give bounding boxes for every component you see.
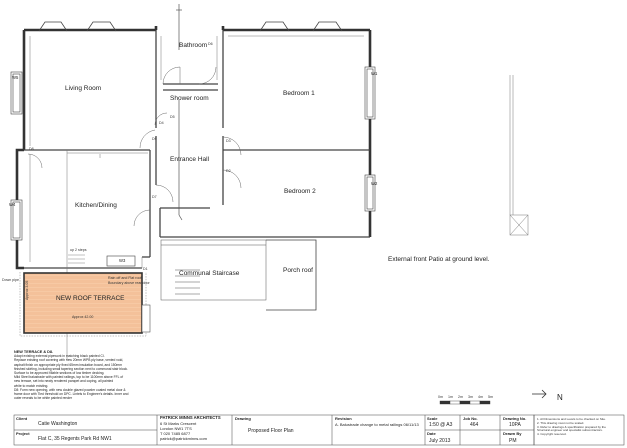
architect-name: PATRICK MINNS ARCHITECTS [160, 415, 221, 420]
drawn-by-label: Drawn By [503, 431, 522, 436]
architect-city: London NW1 7TS [160, 426, 192, 431]
side-note: 1. All Dimensions and Levels to be checked on Site. [537, 417, 606, 421]
revision-label: Revision [335, 416, 352, 421]
client-name: Catie Washington [38, 421, 78, 427]
drawing-title: Proposed Floor Plan [248, 428, 294, 434]
notes-line: asphalt finish on appropriate ply fixed 65mm insulation board, and 150mm [14, 362, 122, 367]
north-label: N [557, 393, 563, 402]
side-note: 3. Refer to drawings & specification prepared by the [537, 424, 606, 429]
tag-d1: D1 [143, 267, 148, 271]
tag-d8: D8 [29, 147, 34, 151]
architect-address: 6 St Marks Crescent [160, 421, 197, 426]
drawing-label: Drawing [235, 416, 251, 421]
scale-bar-label: 5m [488, 395, 493, 399]
notes-line: D8: Form new opening, with new double glazed powder coated metal door & [14, 387, 126, 392]
scale-label: Scale [427, 416, 438, 421]
room-label-shower-room: Shower room [170, 95, 209, 102]
drawn-by-value: PM [509, 438, 517, 444]
notes-line: Adapt existing external pipework in matching black painted CI. [14, 354, 105, 359]
tag-w1: W1 [371, 71, 378, 76]
tag-w5: W5 [12, 75, 19, 80]
notes-line: Replace existing roof covering with new 20mm WPB ply base, vented void, [14, 358, 124, 363]
outer-walls [17, 26, 370, 268]
room-label-new-roof-terrace: NEW ROOF TERRACE [56, 295, 125, 302]
section-lines [176, 4, 182, 220]
tag-stair-note: Rain off and Flat roof [108, 276, 142, 280]
project-label: Project [16, 431, 30, 436]
room-label-porch-roof: Porch roof [283, 267, 313, 274]
north-arrow-icon [532, 390, 546, 398]
architect-email: patrick@patrickminns.com [160, 436, 207, 441]
scale-bar-label: 3m [468, 395, 473, 399]
room-label-external-patio: External front Patio at ground level. [388, 256, 490, 263]
door-swings [28, 67, 241, 226]
tag-w2: W2 [371, 181, 378, 186]
notes-line: outer reveals to be white painted render [14, 396, 73, 401]
tag-up-2-steps: up 2 steps [70, 248, 87, 252]
revision-text: A. Balustrade change to metal railings 06/11/13 [335, 422, 419, 427]
tag-d4: D4 [159, 121, 164, 125]
architect-phone: T 020 7485 6877 [160, 431, 191, 436]
porch-roof-outline [266, 240, 316, 310]
tag-stair-note-2: Boundary above rear door [108, 281, 150, 285]
project-name: Flat C, 35 Regents Park Rd NW1 [38, 436, 112, 442]
room-label-communal-staircase: Communal Staircase [179, 270, 240, 277]
drawing-no-label: Drawing No. [503, 416, 527, 421]
notes-line: Mild Steel balustrade with painted railings, top to be 1100mm above FFL of [14, 375, 124, 380]
scale-bar-label: 0m [438, 395, 443, 399]
drawing-no-value: 10PA [509, 422, 521, 428]
date-value: July 2013 [429, 438, 451, 444]
tag-w3: W3 [119, 258, 126, 263]
side-notes [537, 418, 623, 437]
tag-approx-area: Approx 42.00 [72, 315, 94, 319]
side-note: 2. This drawing must not be scaled. [537, 420, 585, 425]
scale-bar-label: 4m [478, 395, 483, 399]
job-no-value: 464 [470, 422, 479, 428]
date-label: Date [427, 431, 436, 436]
notes-line: frame door with Tied threshold on DPC. Lintels to Engineer's details. Inner and [14, 392, 129, 397]
notes-line: Surface to be approved fillable sections of low timber decking. [14, 371, 105, 376]
tag-d2: D2 [226, 169, 231, 173]
tag-d9: D9 [152, 137, 157, 141]
notes-line: finished skirting, including small tapering section next to communal stair block. [14, 366, 128, 371]
side-note: 4. Copyright reserved. [537, 432, 567, 437]
notes-line: white to match existing. [14, 383, 49, 388]
steps [68, 255, 85, 263]
terrace-notes [14, 350, 146, 400]
tag-down-pipe: Down pipe [2, 278, 19, 282]
client-label: Client [16, 416, 28, 421]
job-no-label: Job No. [463, 416, 478, 421]
room-label-kitchen-dining: Kitchen/Dining [75, 202, 117, 209]
scale-value: 1:50 @ A3 [429, 422, 453, 428]
side-note: Structural engineer and specialist subcontractors. [537, 428, 603, 433]
tag-w4: W4 [9, 202, 16, 207]
tag-d7: D7 [152, 195, 157, 199]
scale-bar [440, 401, 490, 404]
tag-approx-dim: Approx 3.05 [25, 280, 29, 300]
scale-bar-label: 1m [448, 395, 453, 399]
scale-bar-label: 2m [458, 395, 463, 399]
tag-d6: D6 [208, 42, 213, 46]
tag-d5: D5 [170, 115, 175, 119]
room-label-living-room: Living Room [65, 85, 102, 92]
notes-heading: NEW TERRACE & D8. [14, 350, 54, 354]
room-label-bedroom-1: Bedroom 1 [283, 90, 315, 97]
tag-d3: D3 [226, 139, 231, 143]
room-label-bathroom: Bathroom [179, 42, 208, 49]
room-label-entrance-hall: Entrance Hall [170, 156, 210, 163]
internal-walls [24, 30, 370, 268]
room-label-bedroom-2: Bedroom 2 [284, 188, 316, 195]
patio-posts [510, 75, 528, 235]
notes-line: new terrace, set into newly rendered parapet and coping, all painted [14, 379, 114, 384]
